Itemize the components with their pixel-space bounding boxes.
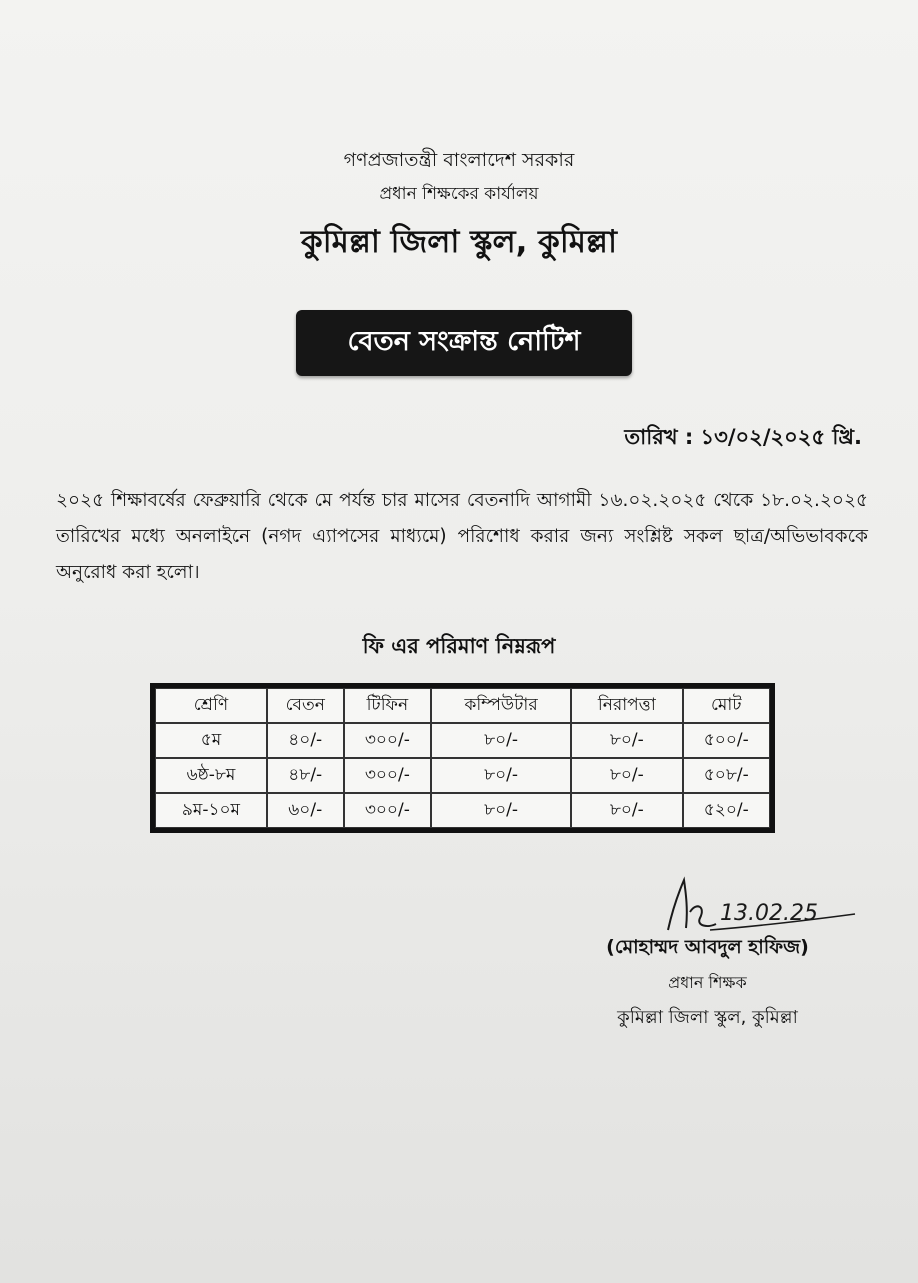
signatory-name: (মোহাম্মদ আবদুল হাফিজ) [606,936,809,958]
notice-body: ২০২৫ শিক্ষাবর্ষের ফেব্রুয়ারি থেকে মে পর্যন্ত চার মাসের বেতনাদি আগামী ১৬.০২.২০২৫ থেকে ১৮.০২.২০২৫ তারিখের মধ্যে অনলাইনে (নগদ এ্যাপসের মাধ্যমে) পরিশোধ করার জন্য সংশ্লিষ্ট সকল ছাত্র/অভিভাবককে অনুরোধ করা হলো। [56,490,868,583]
header-total: মোট [683,688,770,723]
notice-title-box [296,310,632,376]
school-heading: কুমিল্লা জিলা স্কুল, কুমিল্লা [301,224,617,260]
header-security: নিরাপত্তা [571,688,682,723]
table-cell: ৪৮/- [267,758,344,793]
table-cell: ৫০৮/- [683,758,770,793]
table-cell: ৬ষ্ঠ-৮ম [155,758,267,793]
header-class: শ্রেণি [155,688,267,723]
table-row [155,723,770,758]
table-cell: ৮০/- [571,793,682,828]
signature-date: 13.02.25 [720,901,818,926]
table-row [155,758,770,793]
header-tiffin: টিফিন [344,688,431,723]
table-row [155,793,770,828]
table-cell: ৮০/- [431,793,571,828]
header-computer: কম্পিউটার [431,688,571,723]
table-cell: ৯ম-১০ম [155,793,267,828]
fee-title: ফি এর পরিমাণ নিম্নরূপ [362,634,556,658]
header-salary: বেতন [267,688,344,723]
handwritten-signature [650,872,860,942]
notice-title: বেতন সংক্রান্ত নোটিশ [347,325,581,357]
table-cell: ৮০/- [431,723,571,758]
table-cell: ৪০/- [267,723,344,758]
fee-table [150,683,775,833]
table-cell: ৫২০/- [683,793,770,828]
table-cell: ৬০/- [267,793,344,828]
government-heading: গণপ্রজাতন্ত্রী বাংলাদেশ সরকার [343,149,575,171]
table-cell: ৮০/- [571,758,682,793]
signatory-title: প্রধান শিক্ষক [668,973,747,992]
fee-table-header-row [155,688,770,723]
table-cell: ৩০০/- [344,793,431,828]
signatory-school: কুমিল্লা জিলা স্কুল, কুমিল্লা [617,1007,798,1028]
table-cell: ৩০০/- [344,758,431,793]
table-cell: ৫০০/- [683,723,770,758]
table-cell: ৩০০/- [344,723,431,758]
table-cell: ৫ম [155,723,267,758]
office-heading: প্রধান শিক্ষকের কার্যালয় [379,184,539,204]
table-cell: ৮০/- [431,758,571,793]
table-cell: ৮০/- [571,723,682,758]
notice-date: তারিখ : ১৩/০২/২০২৫ খ্রি. [624,425,862,449]
